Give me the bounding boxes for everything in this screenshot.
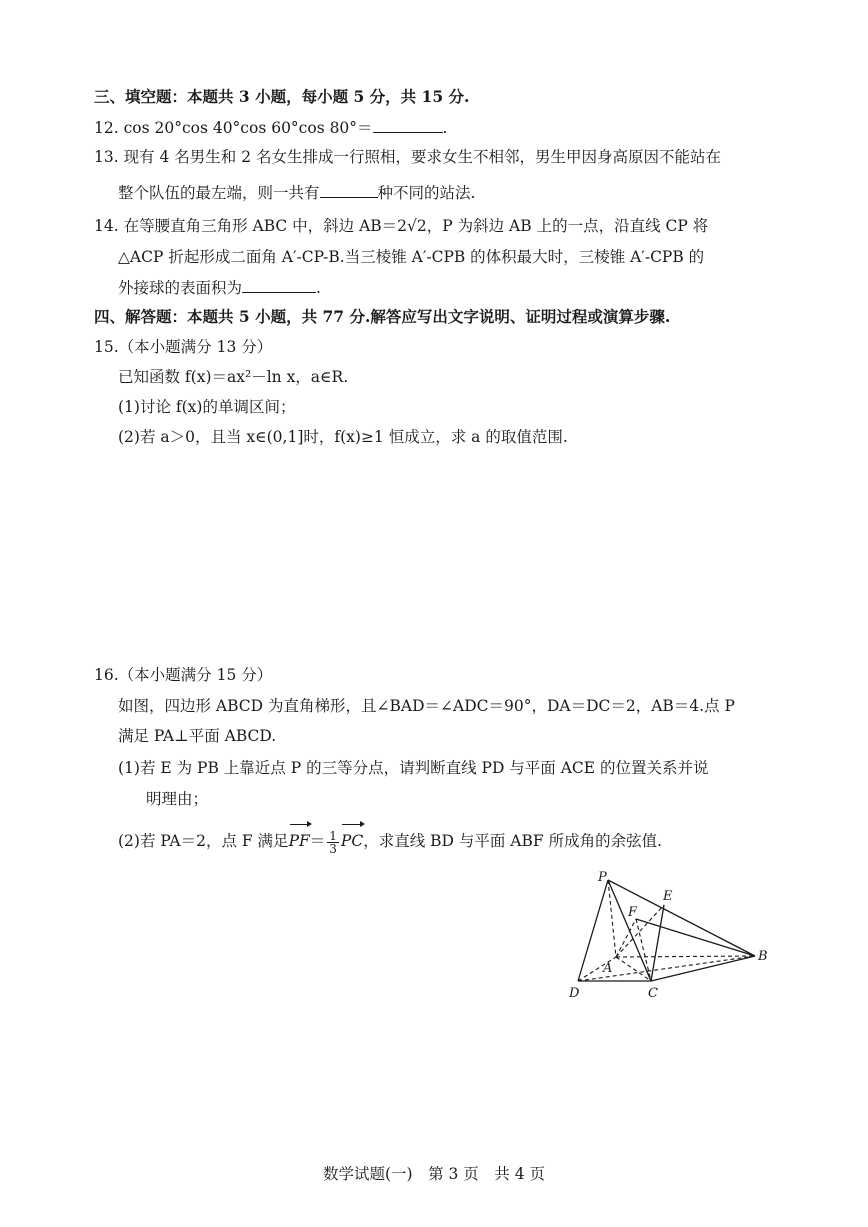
section-4-header: 四、解答题：本题共 5 小题，共 77 分.解答应写出文字说明、证明过程或演算步骤. xyxy=(94,307,671,326)
pyramid-figure xyxy=(560,868,775,1003)
question-14-line-2: △ACP 折起形成二面角 A′-CP-B.当三棱锥 A′-CPB 的体积最大时，三棱锥 A′-CPB 的 xyxy=(118,248,705,266)
vector-pf: PF xyxy=(289,826,310,856)
question-16-stem-2: 满足 PA⊥平面 ABCD. xyxy=(118,727,277,745)
label-a: A xyxy=(603,961,613,976)
answer-blank-13 xyxy=(320,181,378,198)
question-14-line-3 xyxy=(118,276,321,299)
label-d: D xyxy=(569,986,580,1001)
question-13-line-2 xyxy=(118,181,475,204)
label-f: F xyxy=(628,905,638,920)
question-16-part-1-line-1: (1)若 E 为 PB 上靠近点 P 的三等分点，请判断直线 PD 与平面 ACE 的位置关系并说 xyxy=(118,759,709,777)
page-footer: 数学试题(一) 第 3 页 共 4 页 xyxy=(322,1165,546,1183)
question-12-text: 12. cos 20°cos 40°cos 60°cos 80°＝ xyxy=(94,119,373,137)
question-14-line-1: 14. 在等腰直角三角形 ABC 中，斜边 AB＝2√2，P 为斜边 AB 上的一点，沿直线 CP 将 xyxy=(94,217,709,235)
equals-sign: ＝ xyxy=(309,832,326,850)
question-16-part-2-text-b: ，求直线 BD 与平面 ABF 所成角的余弦值. xyxy=(363,832,662,850)
fraction-denominator: 3 xyxy=(329,841,337,856)
question-16-stem-1: 如图，四边形 ABCD 为直角梯形，且∠BAD＝∠ADC＝90°，DA＝DC＝2，AB＝4.点 P xyxy=(118,697,735,715)
question-12-end: . xyxy=(442,119,448,137)
question-15-stem: 已知函数 f(x)＝ax²－ln x，a∈R. xyxy=(118,368,349,386)
fraction-one-third xyxy=(327,830,339,855)
question-13-text-b: 种不同的站法. xyxy=(377,184,476,202)
vector-pc: PC xyxy=(341,826,363,856)
question-12 xyxy=(94,116,447,139)
label-c: C xyxy=(648,986,658,1001)
question-14-end: . xyxy=(316,279,321,297)
question-16-part-1-line-2: 明理由； xyxy=(146,790,209,808)
question-16-title: 16.（本小题满分 15 分） xyxy=(94,666,273,684)
fraction-numerator: 1 xyxy=(329,828,337,843)
question-14-text-a: 外接球的表面积为 xyxy=(118,279,243,297)
question-16-part-2-text-a: (2)若 PA＝2，点 F 满足 xyxy=(118,832,289,850)
question-16-part-2 xyxy=(118,826,662,856)
answer-blank-12 xyxy=(373,116,443,133)
edge-cb xyxy=(651,956,755,981)
question-15-title: 15.（本小题满分 13 分） xyxy=(94,338,273,356)
label-p: P xyxy=(598,870,607,885)
question-15-part-2: (2)若 a＞0，且当 x∈(0,1]时，f(x)≥1 恒成立，求 a 的取值范围. xyxy=(118,428,568,446)
label-e: E xyxy=(663,889,673,904)
answer-blank-14 xyxy=(242,276,316,293)
label-b: B xyxy=(758,949,768,964)
section-3-header: 三、填空题：本题共 3 小题，每小题 5 分，共 15 分. xyxy=(94,87,470,106)
question-15-part-1: (1)讨论 f(x)的单调区间； xyxy=(118,398,296,416)
edge-pa xyxy=(608,880,616,957)
question-13-text-a: 整个队伍的最左端，则一共有 xyxy=(118,184,320,202)
edge-ab xyxy=(616,956,755,957)
question-13-line-1: 13. 现有 4 名男生和 2 名女生排成一行照相，要求女生不相邻，男生甲因身高原因不能站在 xyxy=(94,148,722,166)
